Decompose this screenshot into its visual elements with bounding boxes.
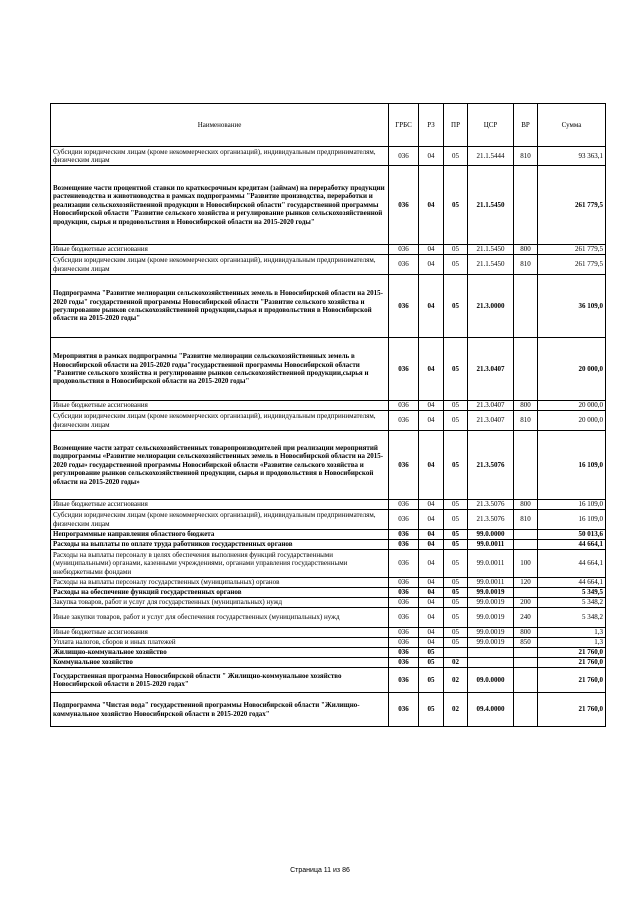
cell-rz: 04 [419, 578, 444, 588]
cell-name: Подпрограмма "Чистая вода" государственной программы Новосибирской области "Жилищно-коммунальное хозяйство Новосибирской области в 2015-2020 годах" [51, 693, 389, 727]
cell-rz: 05 [419, 693, 444, 727]
table-row [51, 147, 606, 166]
cell-sum: 21 760,0 [538, 693, 606, 727]
header-vr: ВР [514, 104, 538, 147]
cell-csr: 21.3.0407 [468, 401, 514, 411]
cell-vr: 810 [514, 255, 538, 275]
table-row [51, 431, 606, 500]
cell-pr: 05 [444, 608, 468, 628]
cell-pr: 02 [444, 668, 468, 693]
cell-sum: 5 348,2 [538, 598, 606, 608]
cell-grbs: 036 [389, 608, 419, 628]
cell-name: Субсидии юридическим лицам (кроме некоммерческих организаций), индивидуальным предпринимателям, физическим лицам [51, 411, 389, 431]
table-row [51, 648, 606, 658]
cell-rz: 04 [419, 608, 444, 628]
table-row [51, 693, 606, 727]
cell-csr: 21.3.0000 [468, 275, 514, 338]
cell-csr: 99.0.0011 [468, 550, 514, 578]
cell-rz: 04 [419, 401, 444, 411]
cell-csr: 99.0.0019 [468, 638, 514, 648]
page-number: Страница 11 из 86 [290, 867, 350, 874]
cell-pr: 05 [444, 540, 468, 550]
cell-pr: 05 [444, 578, 468, 588]
table-row [51, 510, 606, 530]
cell-pr: 05 [444, 166, 468, 245]
cell-grbs: 036 [389, 648, 419, 658]
cell-sum: 44 664,1 [538, 540, 606, 550]
cell-rz: 04 [419, 530, 444, 540]
cell-sum: 20 000,0 [538, 411, 606, 431]
cell-rz: 04 [419, 255, 444, 275]
cell-rz: 04 [419, 245, 444, 255]
table-row [51, 578, 606, 588]
cell-csr: 99.0.0019 [468, 608, 514, 628]
cell-vr: 810 [514, 411, 538, 431]
table-row [51, 275, 606, 338]
cell-name: Субсидии юридическим лицам (кроме некоммерческих организаций), индивидуальным предпринимателям, физическим лицам [51, 255, 389, 275]
cell-vr [514, 588, 538, 598]
cell-pr: 05 [444, 500, 468, 510]
cell-vr [514, 658, 538, 668]
cell-grbs: 036 [389, 693, 419, 727]
cell-grbs: 036 [389, 588, 419, 598]
budget-table-container [50, 103, 605, 727]
cell-vr: 800 [514, 628, 538, 638]
cell-vr: 800 [514, 401, 538, 411]
table-header-row [51, 104, 606, 147]
cell-rz: 04 [419, 431, 444, 500]
cell-name: Уплата налогов, сборов и иных платежей [51, 638, 389, 648]
table-row [51, 658, 606, 668]
cell-grbs: 036 [389, 550, 419, 578]
header-name: Наименование [51, 104, 389, 147]
cell-csr: 99.0.0019 [468, 628, 514, 638]
cell-sum: 50 013,6 [538, 530, 606, 540]
cell-csr: 21.3.0407 [468, 338, 514, 401]
cell-grbs: 036 [389, 658, 419, 668]
cell-name: Иные бюджетные ассигнования [51, 500, 389, 510]
cell-name: Субсидии юридическим лицам (кроме некоммерческих организаций), индивидуальным предпринимателям, физическим лицам [51, 147, 389, 166]
header-rz: РЗ [419, 104, 444, 147]
cell-grbs: 036 [389, 411, 419, 431]
cell-pr: 05 [444, 338, 468, 401]
cell-rz: 04 [419, 510, 444, 530]
cell-grbs: 036 [389, 668, 419, 693]
cell-csr: 21.3.5076 [468, 500, 514, 510]
cell-sum: 93 363,1 [538, 147, 606, 166]
cell-vr: 800 [514, 245, 538, 255]
cell-rz: 05 [419, 648, 444, 658]
cell-sum: 20 000,0 [538, 338, 606, 401]
cell-name: Возмещение части процентной ставки по краткосрочным кредитам (займам) на переработку продукции растениеводства и животноводства в рамках подпрограммы "Развитие производства, переработки и реализации сельскохозяйственной продукции в Новосибирской области" государственной программы Новосибирской области "Развитие сельского хозяйства и регулирование рынков сельскохозяйственной продукции, сырья и продовольствия в Новосибирской области на 2015-2020 годы" [51, 166, 389, 245]
cell-grbs: 036 [389, 500, 419, 510]
cell-grbs: 036 [389, 245, 419, 255]
cell-name: Расходы на обеспечение функций государственных органов [51, 588, 389, 598]
cell-sum: 21 760,0 [538, 648, 606, 658]
cell-pr: 05 [444, 401, 468, 411]
cell-vr [514, 431, 538, 500]
cell-csr: 99.0.0019 [468, 588, 514, 598]
cell-pr: 05 [444, 530, 468, 540]
cell-sum: 16 109,0 [538, 510, 606, 530]
cell-grbs: 036 [389, 598, 419, 608]
cell-vr [514, 166, 538, 245]
cell-pr: 02 [444, 693, 468, 727]
cell-vr [514, 530, 538, 540]
cell-vr [514, 275, 538, 338]
cell-grbs: 036 [389, 628, 419, 638]
table-row [51, 500, 606, 510]
cell-rz: 04 [419, 275, 444, 338]
cell-name: Непрограммные направления областного бюджета [51, 530, 389, 540]
cell-grbs: 036 [389, 166, 419, 245]
cell-sum: 1,3 [538, 638, 606, 648]
cell-grbs: 036 [389, 578, 419, 588]
cell-name: Расходы на выплаты персоналу государственных (муниципальных) органов [51, 578, 389, 588]
cell-rz: 04 [419, 338, 444, 401]
table-row [51, 628, 606, 638]
cell-csr [468, 648, 514, 658]
cell-grbs: 036 [389, 638, 419, 648]
cell-sum: 20 000,0 [538, 401, 606, 411]
cell-pr: 05 [444, 411, 468, 431]
cell-name: Возмещение части затрат сельскохозяйственных товаропроизводителей при реализации мероприятий подпрограммы «Развитие мелиорации сельскохозяйственных земель в Новосибирской области на 2015-2020 годы» государственной программы Новосибирской области «Развитие сельского хозяйства и регулирование рынков сельскохозяйственной продукции, сырья и продовольствия в Новосибирской области на 2015-2020 годы» [51, 431, 389, 500]
header-csr: ЦСР [468, 104, 514, 147]
cell-pr: 05 [444, 245, 468, 255]
cell-sum: 21 760,0 [538, 658, 606, 668]
cell-pr: 05 [444, 255, 468, 275]
cell-sum: 16 109,0 [538, 431, 606, 500]
cell-sum: 1,3 [538, 628, 606, 638]
cell-pr: 05 [444, 275, 468, 338]
cell-rz: 04 [419, 598, 444, 608]
cell-csr: 09.4.0000 [468, 693, 514, 727]
cell-name: Иные бюджетные ассигнования [51, 628, 389, 638]
table-row [51, 540, 606, 550]
header-pr: ПР [444, 104, 468, 147]
cell-sum: 16 109,0 [538, 500, 606, 510]
cell-vr [514, 668, 538, 693]
cell-grbs: 036 [389, 530, 419, 540]
cell-sum: 44 664,1 [538, 550, 606, 578]
cell-grbs: 036 [389, 401, 419, 411]
table-row [51, 255, 606, 275]
cell-pr: 05 [444, 431, 468, 500]
table-row [51, 401, 606, 411]
cell-sum: 261 779,5 [538, 255, 606, 275]
cell-csr: 99.0.0019 [468, 598, 514, 608]
cell-sum: 261 779,5 [538, 245, 606, 255]
cell-rz: 04 [419, 500, 444, 510]
table-row [51, 166, 606, 245]
cell-name: Жилищно-коммунальное хозяйство [51, 648, 389, 658]
cell-csr: 21.1.5450 [468, 245, 514, 255]
cell-grbs: 036 [389, 147, 419, 166]
table-row [51, 598, 606, 608]
cell-csr: 21.1.5444 [468, 147, 514, 166]
cell-vr: 200 [514, 598, 538, 608]
cell-csr: 21.3.5076 [468, 431, 514, 500]
cell-vr [514, 338, 538, 401]
cell-sum: 5 349,5 [538, 588, 606, 598]
table-row [51, 608, 606, 628]
cell-rz: 04 [419, 411, 444, 431]
cell-csr: 21.3.5076 [468, 510, 514, 530]
table-row [51, 638, 606, 648]
table-row [51, 338, 606, 401]
table-row [51, 245, 606, 255]
cell-vr: 810 [514, 147, 538, 166]
cell-csr: 21.1.5450 [468, 166, 514, 245]
header-sum: Сумма [538, 104, 606, 147]
cell-pr: 02 [444, 658, 468, 668]
cell-sum: 5 348,2 [538, 608, 606, 628]
cell-name: Субсидии юридическим лицам (кроме некоммерческих организаций), индивидуальным предпринимателям, физическим лицам [51, 510, 389, 530]
cell-csr: 21.1.5450 [468, 255, 514, 275]
cell-vr [514, 648, 538, 658]
cell-grbs: 036 [389, 275, 419, 338]
cell-rz: 04 [419, 166, 444, 245]
cell-vr: 120 [514, 578, 538, 588]
cell-sum: 261 779,5 [538, 166, 606, 245]
cell-grbs: 036 [389, 510, 419, 530]
cell-name: Расходы на выплаты персоналу в целях обеспечения выполнения функций государственными (муниципальными) органами, казенными учреждениями, органами управления государственными внебюджетными фондами [51, 550, 389, 578]
cell-rz: 05 [419, 668, 444, 693]
cell-pr: 05 [444, 550, 468, 578]
cell-rz: 04 [419, 588, 444, 598]
table-row [51, 411, 606, 431]
cell-csr: 21.3.0407 [468, 411, 514, 431]
cell-name: Закупка товаров, работ и услуг для государственных (муниципальных) нужд [51, 598, 389, 608]
cell-name: Подпрограмма "Развитие мелиорации сельскохозяйственных земель в Новосибирской области на 2015-2020 годы" государственной программы Новосибирской области "Развитие сельского хозяйства и регулирование рынков сельскохозяйственной продукции,сырья и продовольствия в Новосибирской области на 2015-2020 годы" [51, 275, 389, 338]
cell-grbs: 036 [389, 338, 419, 401]
cell-grbs: 036 [389, 255, 419, 275]
cell-pr [444, 648, 468, 658]
table-row [51, 668, 606, 693]
cell-pr: 05 [444, 598, 468, 608]
table-row [51, 530, 606, 540]
cell-rz: 04 [419, 540, 444, 550]
cell-pr: 05 [444, 628, 468, 638]
cell-csr: 99.0.0011 [468, 578, 514, 588]
cell-csr: 09.0.0000 [468, 668, 514, 693]
cell-vr: 240 [514, 608, 538, 628]
table-row [51, 550, 606, 578]
cell-rz: 04 [419, 147, 444, 166]
cell-rz: 04 [419, 550, 444, 578]
cell-rz: 04 [419, 638, 444, 648]
cell-sum: 44 664,1 [538, 578, 606, 588]
cell-grbs: 036 [389, 431, 419, 500]
cell-pr: 05 [444, 147, 468, 166]
table-row [51, 588, 606, 598]
cell-csr [468, 658, 514, 668]
cell-vr [514, 540, 538, 550]
cell-vr [514, 693, 538, 727]
cell-vr: 800 [514, 500, 538, 510]
cell-vr: 850 [514, 638, 538, 648]
header-grbs: ГРБС [389, 104, 419, 147]
cell-sum: 36 109,0 [538, 275, 606, 338]
cell-vr: 810 [514, 510, 538, 530]
cell-vr: 100 [514, 550, 538, 578]
cell-name: Коммунальное хозяйство [51, 658, 389, 668]
table-body [51, 147, 606, 727]
budget-table [50, 103, 606, 727]
cell-csr: 99.0.0011 [468, 540, 514, 550]
cell-rz: 04 [419, 628, 444, 638]
cell-grbs: 036 [389, 540, 419, 550]
cell-sum: 21 760,0 [538, 668, 606, 693]
cell-name: Иные бюджетные ассигнования [51, 245, 389, 255]
cell-name: Расходы на выплаты по оплате труда работников государственных органов [51, 540, 389, 550]
cell-name: Государственная программа Новосибирской области " Жилищно-коммунальное хозяйство Новосибирской области в 2015-2020 годах" [51, 668, 389, 693]
cell-rz: 05 [419, 658, 444, 668]
cell-name: Иные бюджетные ассигнования [51, 401, 389, 411]
cell-pr: 05 [444, 588, 468, 598]
cell-pr: 05 [444, 510, 468, 530]
cell-csr: 99.0.0000 [468, 530, 514, 540]
cell-name: Иные закупки товаров, работ и услуг для обеспечения государственных (муниципальных) нужд [51, 608, 389, 628]
cell-name: Мероприятия в рамках подпрограммы "Развитие мелиорации сельскохозяйственных земель в Новосибирской области на 2015-2020 годы"государственной программы Новосибирской области "Развитие сельского хозяйства и регулирование рынков сельскохозяйственной продукции,сырья и продовольствия в Новосибирской области на 2015-2020 годы" [51, 338, 389, 401]
cell-pr: 05 [444, 638, 468, 648]
